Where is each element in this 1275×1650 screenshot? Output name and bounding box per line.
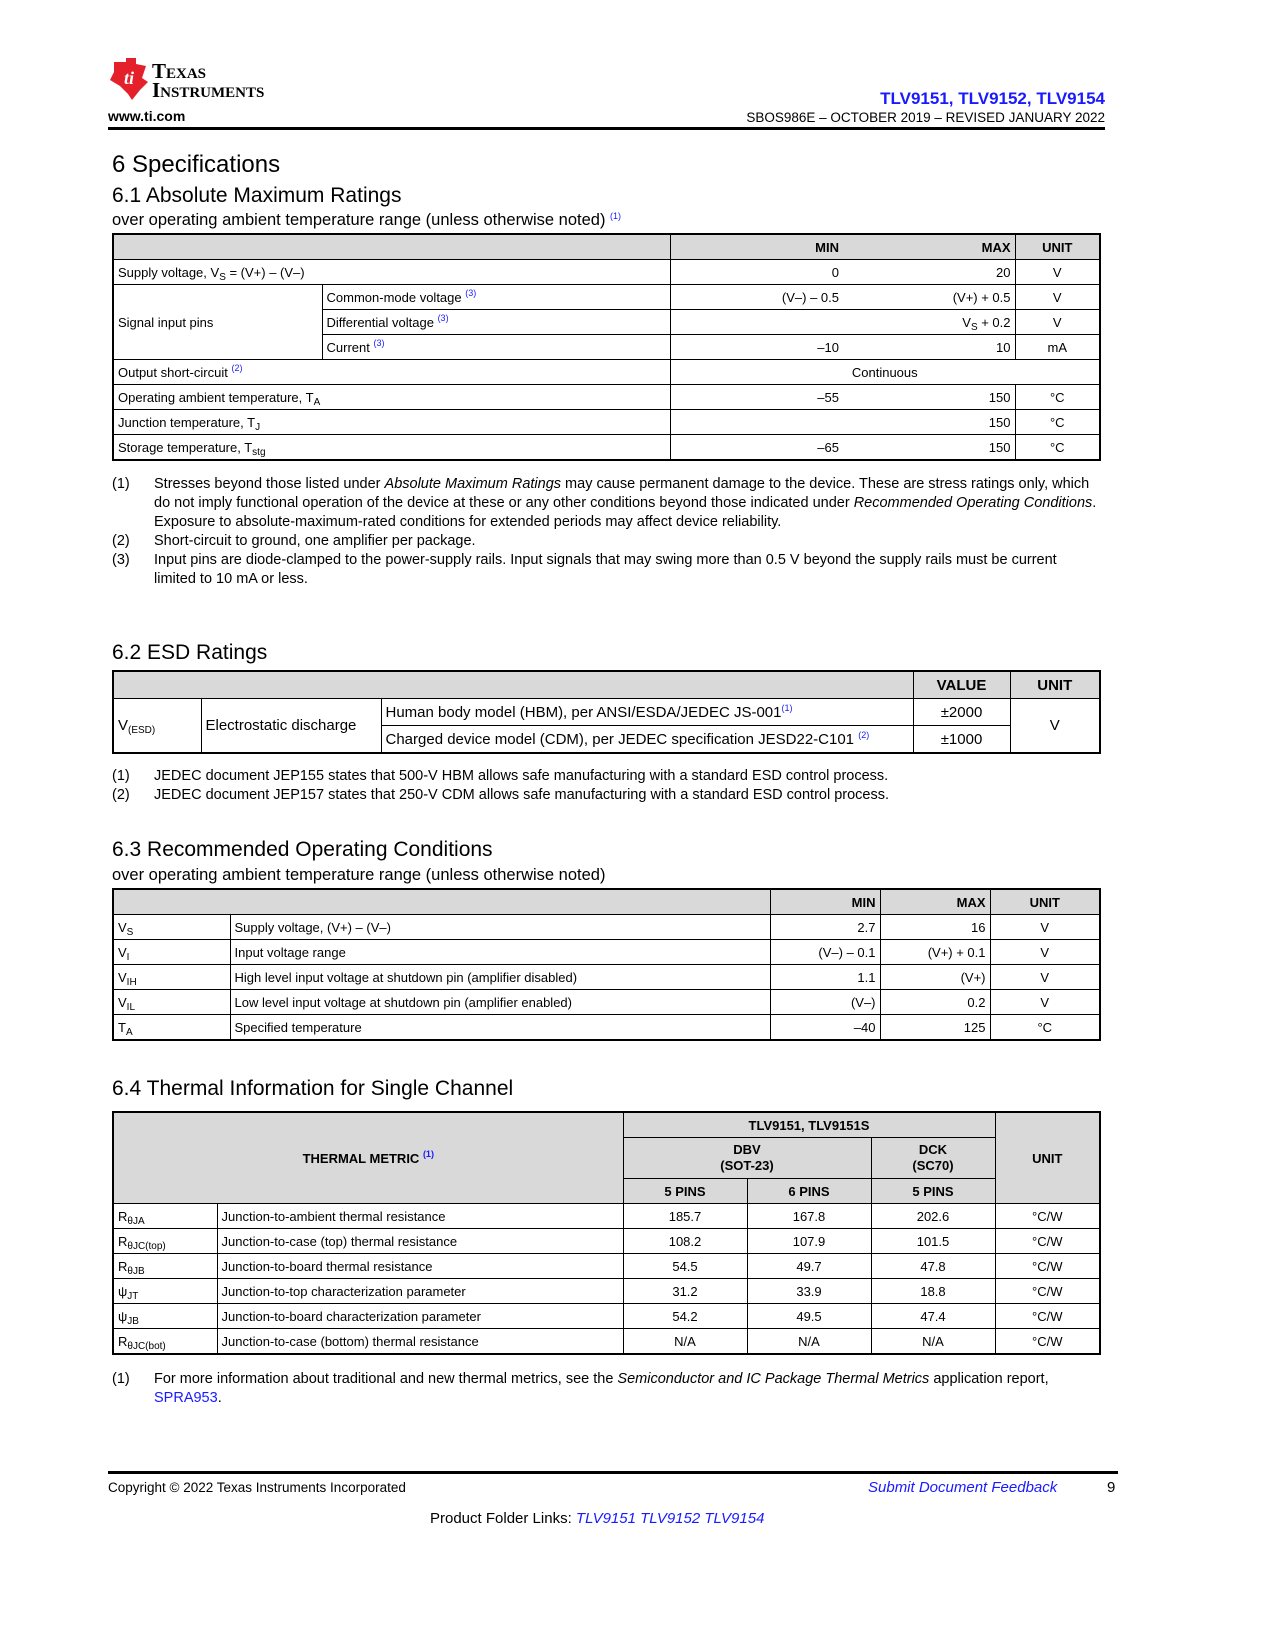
product-folder-links: Product Folder Links: TLV9151 TLV9152 TLV9154 (430, 1510, 765, 1527)
table-row: Operating ambient temperature, $T_A$ –55 150 °C (113, 385, 1100, 410)
submit-feedback-link[interactable]: Submit Document Feedback (868, 1479, 1058, 1496)
table-header-row (113, 234, 1100, 260)
website-link[interactable]: www.ti.com (108, 108, 186, 124)
abs-max-title: 6.1 Absolute Maximum Ratings (112, 184, 402, 207)
footnote: (2) Short-circuit to ground, one amplifier per package. (112, 533, 476, 549)
table-row: Storage temperature, $T_{stg}$ –65 150 °C (113, 435, 1100, 461)
abs-max-notes (112, 475, 1102, 589)
footnote-ref[interactable]: (2) (231, 362, 243, 373)
table-row: $R_{\theta JC(bot)}$ Junction-to-case (bottom) thermal resistance N/A N/A N/A °C/W (113, 1329, 1100, 1355)
product-link-tlv9154[interactable]: TLV9154 (704, 1510, 765, 1527)
footnote: (1) Stresses beyond those listed under Absolute Maximum Ratings may cause permanent damage to the device. These are stress ratings only, which do not imply functional operation of the device at these or any other conditions beyond those indicated under Recommended Operating Conditions. Exposure to absolute-maximum-rated conditions for extended periods may affect device reliability. (112, 476, 1097, 530)
esd-notes (112, 767, 1102, 805)
footnote-ref[interactable]: (1) (610, 211, 622, 221)
footnote: (1) JEDEC document JEP155 states that 500-V HBM allows safe manufacturing with a standard ESD control process. (112, 768, 889, 784)
table-row: Current $^{(3)}$ –10 10 mA (113, 335, 1100, 360)
table-header-row: THERMAL METRIC $^{(1)}$ TLV9151, TLV9151S UNIT (113, 1112, 1100, 1138)
footnote-ref[interactable]: (3) (465, 287, 477, 298)
table-header-row: DBV (SOT-23) DCK (SC70) (113, 1138, 1100, 1179)
footnote: (2) JEDEC document JEP157 states that 250-V CDM allows safe manufacturing with a standard ESD control process. (112, 787, 890, 803)
document-revision: SBOS986E – OCTOBER 2019 – REVISED JANUARY 2022 (746, 110, 1105, 125)
table-row: Junction temperature, $T_J$ 150 °C (113, 410, 1100, 435)
copyright: Copyright © 2022 Texas Instruments Incorporated (108, 1480, 406, 1495)
table-header-row: 5 PINS 6 PINS 5 PINS (113, 1179, 1100, 1204)
table-row: $\psi_{JB}$ Junction-to-board characterization parameter 54.2 49.5 47.4 °C/W (113, 1304, 1100, 1329)
table-row: Supply voltage, $V_S = (V+) - (V-)$ 0 20 V (113, 260, 1100, 285)
page-number: 9 (1107, 1479, 1116, 1496)
ti-logo-text: Texas Instruments (152, 59, 265, 102)
section-title: 6 Specifications (112, 151, 281, 178)
table-row: $R_{\theta JA}$ Junction-to-ambient thermal resistance 185.7 167.8 202.6 °C/W (113, 1204, 1100, 1229)
spra953-link[interactable]: SPRA953 (154, 1390, 218, 1406)
abs-max-table (112, 233, 1101, 461)
table-row: $V_{(ESD)}$ Electrostatic discharge Human body model (HBM), per ANSI/ESDA/JEDEC JS-001$^{(1)}$ ±2000 V (113, 699, 1100, 726)
col-max: MAX (843, 234, 1015, 260)
table-row: $R_{\theta JC(top)}$ Junction-to-case (top) thermal resistance 108.2 107.9 101.5 °C/W (113, 1229, 1100, 1254)
footnote-ref[interactable]: (3) (437, 312, 449, 323)
footnote: (3) Input pins are diode-clamped to the power-supply rails. Input signals that may swing more than 0.5 V beyond the supply rails must be current limited to 10 mA or less. (112, 552, 1057, 587)
table-row: Signal input pins Common-mode voltage $^{(3)}$ (V–) – 0.5 (V+) + 0.5 V (113, 285, 1100, 310)
thermal-notes (112, 1370, 1102, 1408)
esd-table (112, 670, 1101, 754)
ti-logo-icon (106, 56, 152, 102)
table-row: $T_A$ Specified temperature –40 125 °C (113, 1015, 1100, 1041)
footnote: (1) For more information about traditional and new thermal metrics, see the Semiconductor and IC Package Thermal Metrics application report, SPRA953. (112, 1371, 1049, 1406)
svg-text:ti: ti (124, 68, 135, 88)
table-row: Charged device model (CDM), per JEDEC specification JESD22-C101 $^{(2)}$ ±1000 (113, 726, 1100, 754)
roc-title: 6.3 Recommended Operating Conditions (112, 838, 493, 861)
product-link-tlv9152[interactable]: TLV9152 (640, 1510, 701, 1527)
condition-text: over operating ambient temperature range (unless otherwise noted) (112, 211, 606, 229)
footnote-ref[interactable]: (1) (422, 1148, 434, 1159)
table-row: $V_{IL}$ Low level input voltage at shutdown pin (amplifier enabled) (V–) 0.2 V (113, 990, 1100, 1015)
product-link-tlv9151[interactable]: TLV9151 (575, 1510, 636, 1527)
header-rule (108, 127, 1105, 130)
table-row: Output short-circuit $^{(2)}$ Continuous (113, 360, 1100, 385)
footnote-ref[interactable]: (2) (858, 729, 870, 740)
table-row: $V_{IH}$ High level input voltage at shutdown pin (amplifier disabled) 1.1 (V+) V (113, 965, 1100, 990)
esd-title: 6.2 ESD Ratings (112, 641, 268, 664)
footnote-ref[interactable]: (3) (373, 337, 385, 348)
roc-table (112, 888, 1101, 1041)
document-title: TLV9151, TLV9152, TLV9154 (880, 89, 1105, 108)
table-row: $V_I$ Input voltage range (V–) – 0.1 (V+) + 0.1 V (113, 940, 1100, 965)
thermal-table (112, 1111, 1101, 1355)
table-header-row: MIN MAX UNIT (113, 889, 1100, 915)
table-row: Differential voltage $^{(3)}$ $V_S + 0.2$ V (113, 310, 1100, 335)
table-row: $\psi_{JT}$ Junction-to-top characterization parameter 31.2 33.9 18.8 °C/W (113, 1279, 1100, 1304)
table-row: $R_{\theta JB}$ Junction-to-board thermal resistance 54.5 49.7 47.8 °C/W (113, 1254, 1100, 1279)
thermal-title: 6.4 Thermal Information for Single Channel (112, 1077, 514, 1100)
roc-condition: over operating ambient temperature range (unless otherwise noted) (112, 866, 606, 884)
table-header-row: VALUE UNIT (113, 671, 1100, 699)
abs-max-condition (112, 211, 621, 230)
footer-rule (108, 1471, 1118, 1474)
footnote-ref[interactable]: (1) (781, 702, 793, 713)
col-unit: UNIT (1015, 234, 1100, 260)
col-min: MIN (670, 234, 843, 260)
table-row: $V_S$ Supply voltage, (V+) – (V–) 2.7 16 V (113, 915, 1100, 940)
